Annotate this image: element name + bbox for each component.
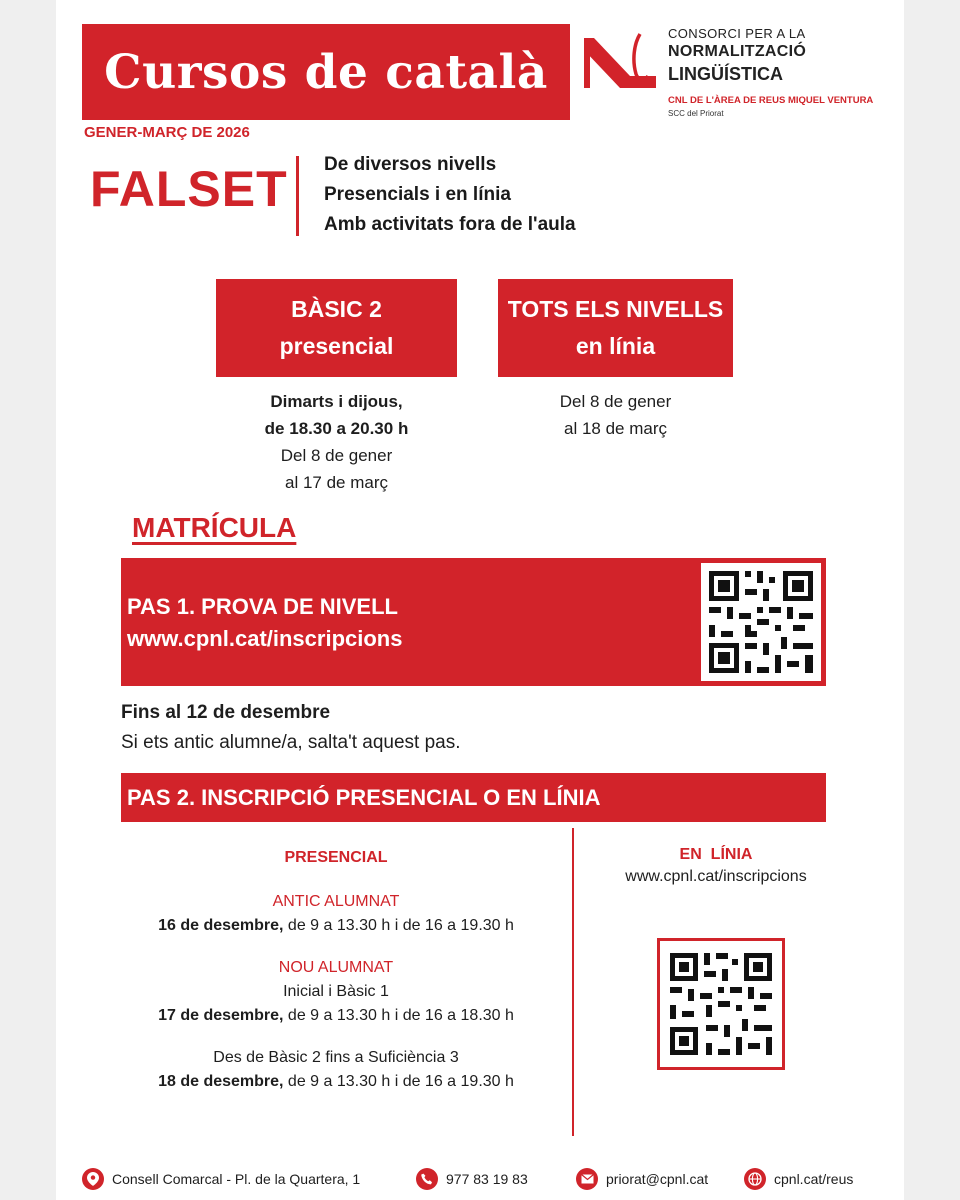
cpnl-logo [584, 26, 894, 121]
step1-note: Si ets antic alumne/a, salta't aquest pas. [121, 732, 461, 753]
new-students-slot-a [116, 1004, 556, 1028]
feature-list [324, 150, 576, 240]
step1-deadline: Fins al 12 de desembre [121, 702, 331, 723]
schedule-hours: de 18.30 a 20.30 h [264, 419, 409, 438]
schedule-to: al 17 de març [285, 473, 388, 492]
footer-address [82, 1168, 360, 1190]
logo-line-4: CNL DE L'ÀREA DE REUS MIQUEL VENTURA [668, 95, 874, 106]
logo-line-5: SCC del Priorat [668, 109, 724, 118]
course-title: BÀSIC 2 [291, 296, 382, 322]
footer-phone[interactable] [416, 1168, 528, 1190]
footer-email[interactable] [576, 1168, 708, 1190]
slot-date: 17 de desembre, [158, 1007, 284, 1024]
schedule-from: Del 8 de gener [559, 392, 672, 411]
poster [56, 0, 904, 1200]
footer-contacts [82, 1168, 882, 1194]
town-name: FALSET [90, 161, 288, 217]
course-box-basic2 [216, 279, 457, 377]
slot-hours: de 9 a 13.30 h i de 16 a 18.30 h [283, 1007, 514, 1024]
email-icon [576, 1168, 598, 1190]
footer-address-text: Consell Comarcal - Pl. de la Quartera, 1 [112, 1171, 361, 1187]
course-period: GENER-MARÇ DE 2026 [84, 124, 250, 141]
schedule-to: al 18 de març [564, 419, 667, 438]
footer-web[interactable] [744, 1168, 853, 1190]
slot-hours: de 9 a 13.30 h i de 16 a 19.30 h [283, 917, 514, 934]
location-pin-icon [82, 1168, 104, 1190]
slot-hours: de 9 a 13.30 h i de 16 a 19.30 h [283, 1073, 514, 1090]
former-students-slot [116, 914, 556, 938]
globe-icon [744, 1168, 766, 1190]
course-mode: presencial [279, 333, 394, 359]
step2-title: PAS 2. INSCRIPCIÓ PRESENCIAL O EN LÍNIA [127, 784, 601, 810]
step1-title: PAS 1. PROVA DE NIVELL [127, 594, 398, 619]
presencial-column [116, 846, 556, 1094]
qr-code-online[interactable] [657, 938, 785, 1070]
enrolment-heading: MATRÍCULA [132, 512, 297, 543]
step2-banner [121, 773, 826, 822]
feature-item: Presencials i en línia [324, 184, 511, 205]
schedule-from: Del 8 de gener [280, 446, 393, 465]
phone-icon [416, 1168, 438, 1190]
qr-code-step1[interactable] [701, 563, 821, 681]
qr-code-icon [660, 941, 782, 1067]
feature-item: De diversos nivells [324, 154, 497, 175]
step1-banner [121, 558, 826, 686]
former-students-heading: ANTIC ALUMNAT [272, 893, 400, 910]
course-schedule-all-levels [498, 388, 733, 442]
feature-item: Amb activitats fora de l'aula [324, 214, 576, 235]
course-box-all-levels [498, 279, 733, 377]
online-column [586, 846, 846, 886]
step1-url-link[interactable]: www.cpnl.cat/inscripcions [127, 626, 403, 651]
cpnl-logo-mark-icon [584, 30, 656, 88]
presencial-heading: PRESENCIAL [284, 849, 388, 866]
new-students-slot-b [116, 1070, 556, 1094]
online-url-link[interactable]: www.cpnl.cat/inscripcions [625, 868, 807, 885]
slot-date: 18 de desembre, [158, 1073, 284, 1090]
poster-title: Cursos de català [104, 44, 548, 100]
qr-code-icon [701, 563, 821, 681]
title-banner [82, 24, 570, 120]
column-divider [572, 828, 574, 1136]
logo-line-3: LINGÜÍSTICA [668, 64, 783, 84]
new-students-levels-b: Des de Bàsic 2 fins a Suficiència 3 [213, 1049, 459, 1066]
course-mode: en línia [575, 333, 656, 359]
header-divider [296, 156, 299, 236]
course-title: TOTS ELS NIVELLS [507, 296, 724, 322]
logo-line-2: NORMALITZACIÓ [668, 43, 807, 60]
footer-web-text: cpnl.cat/reus [774, 1171, 854, 1187]
footer-phone-text: 977 83 19 83 [446, 1171, 528, 1187]
footer-email-text: priorat@cpnl.cat [606, 1171, 709, 1187]
online-heading: EN LÍNIA [679, 846, 753, 863]
new-students-heading: NOU ALUMNAT [278, 959, 394, 976]
new-students-levels-a: Inicial i Bàsic 1 [283, 983, 389, 1000]
schedule-days: Dimarts i dijous, [270, 392, 403, 411]
logo-line-1: CONSORCI PER A LA [668, 26, 806, 41]
course-schedule-basic2 [216, 388, 457, 496]
slot-date: 16 de desembre, [158, 917, 284, 934]
